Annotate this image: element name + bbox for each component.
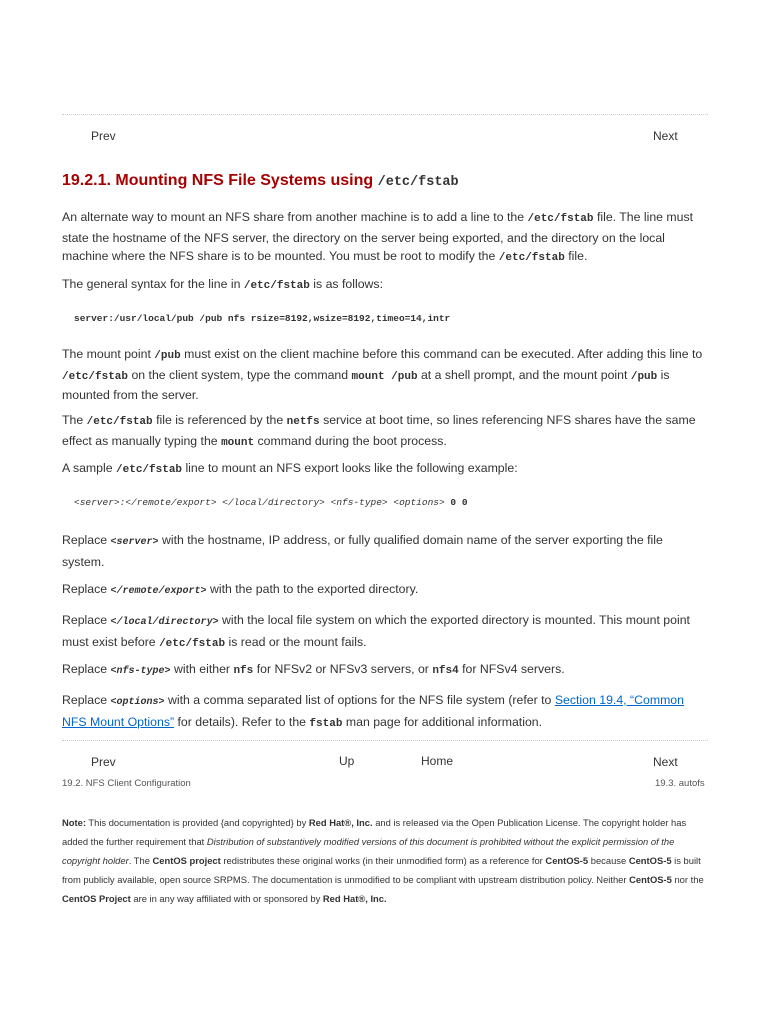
text: with the path to the exported directory. (209, 582, 419, 596)
text: and is released via the Open Publication License. The copyright holder has added the further requirement that (62, 817, 687, 847)
dump-pass-values: 0 0 (450, 497, 468, 508)
section-title-text: 19.2.1. Mounting NFS File Systems using (62, 172, 374, 189)
code-fstab: /etc/fstab (159, 637, 226, 650)
copyright-note (62, 813, 708, 908)
replace-nfs-type-paragraph (62, 660, 708, 682)
code-nfs-type: <nfs-type> (110, 666, 171, 677)
text: Replace (62, 582, 108, 596)
text: at a shell prompt, and the mount point (420, 367, 628, 382)
replace-local-paragraph (62, 611, 708, 653)
code-fstab: /etc/fstab (116, 464, 183, 476)
italic-requirement: Distribution of substantively modified versions of this document is prohibited without the explicit permission of the copyright holder (62, 836, 675, 866)
text: file is referenced by the (156, 413, 284, 427)
text: for NFSv4 servers. (462, 662, 565, 676)
text: file. (568, 249, 588, 263)
text: Replace (62, 613, 108, 627)
text: for details). Refer to the (177, 714, 306, 729)
text: with the local file system on which the exported directory is mounted. This mount point must exist before (62, 613, 690, 649)
code-fstab-man: fstab (309, 717, 343, 730)
placeholder-remote-export: </remote/export> (125, 497, 217, 508)
bold-centos-project: CentOS project (152, 855, 221, 866)
text: is as follows: (313, 277, 383, 291)
replace-server-paragraph (62, 531, 708, 571)
code-mount-command: mount /pub (351, 370, 418, 383)
code-server: <server> (110, 537, 159, 548)
text: This documentation is provided {and copyrighted} by (88, 817, 307, 828)
code-local-directory: </local/directory> (110, 617, 219, 628)
code-netfs: netfs (286, 416, 320, 428)
top-divider (62, 114, 708, 115)
colon: : (119, 497, 126, 508)
text: with either (173, 662, 231, 676)
sample-code-block (74, 497, 468, 508)
text: with a comma separated list of options for the NFS file system (refer to (167, 693, 552, 707)
next-link-bottom[interactable]: Next (653, 755, 678, 769)
text: service at boot time, so lines referencing NFS shares have the same effect as manually typing the (62, 413, 696, 448)
sample-intro-paragraph (62, 459, 708, 480)
text: nor the (674, 874, 704, 885)
text: man page for additional information. (345, 714, 543, 729)
next-page-title: 19.3. autofs (655, 778, 705, 789)
text: file. The line must state the hostname of the NFS server, the directory on the server being exported, and the directory on the local machine where the NFS share is to be mounted. You must be root to modify the (62, 210, 694, 263)
bottom-divider (62, 740, 708, 741)
text: is mounted from the server. (62, 367, 670, 402)
netfs-paragraph (62, 411, 708, 452)
syntax-intro-paragraph (62, 275, 708, 296)
text: is built from publicly available, open source SRPMS. The documentation is unmodified to be compliant with upstream distribution policy. Neither (62, 855, 701, 885)
text: The mount point (62, 347, 151, 361)
bold-red-hat: Red Hat®, Inc. (308, 817, 373, 828)
code-fstab: /etc/fstab (498, 252, 565, 264)
text: The (62, 413, 84, 427)
code-fstab: /etc/fstab (243, 280, 310, 292)
common-nfs-mount-options-link[interactable]: Section 19.4, “Common NFS Mount Options” (62, 693, 684, 729)
prev-page-title: 19.2. NFS Client Configuration (62, 778, 191, 789)
text: The general syntax for the line in (62, 277, 241, 291)
up-link[interactable]: Up (339, 754, 355, 768)
code-nfs4: nfs4 (432, 665, 459, 677)
code-mount: mount (221, 436, 255, 449)
mount-point-paragraph (62, 345, 708, 405)
text: . The (128, 855, 150, 866)
text: are in any way affiliated with or sponsored by (133, 893, 321, 904)
replace-remote-paragraph (62, 580, 708, 602)
note-label: Note: (62, 817, 86, 828)
syntax-code-block: server:/usr/local/pub /pub nfs rsize=8192,wsize=8192,timeo=14,intr (74, 313, 451, 324)
bold-centos-5: CentOS-5 (545, 855, 589, 866)
text: for NFSv2 or NFSv3 servers, or (256, 662, 429, 676)
text: Replace (62, 693, 108, 707)
text: redistributes these original works (in their unmodified form) as a reference for (223, 855, 543, 866)
placeholder-local-directory: </local/directory> (222, 497, 325, 508)
text: because (590, 855, 627, 866)
next-link-top[interactable]: Next (653, 129, 678, 143)
text: Replace (62, 662, 108, 676)
text: line to mount an NFS export looks like the following example: (185, 461, 518, 475)
placeholder-server: <server> (74, 497, 120, 508)
placeholder-nfs-type: <nfs-type> (330, 497, 388, 508)
section-title-file: /etc/fstab (377, 175, 459, 190)
text: An alternate way to mount an NFS share from another machine is to add a line to the (62, 210, 525, 224)
code-pub: /pub (630, 370, 658, 383)
bold-centos-5: CentOS-5 (629, 874, 672, 885)
text: on the client system, type the command (131, 367, 349, 382)
section-title (62, 172, 459, 190)
bold-centos-project-cap: CentOS Project (62, 893, 131, 904)
text: command during the boot process. (257, 433, 447, 448)
prev-link-bottom[interactable]: Prev (91, 755, 116, 769)
code-fstab: /etc/fstab (62, 370, 129, 383)
text: Replace (62, 533, 108, 547)
code-pub: /pub (154, 350, 181, 362)
text: must exist on the client machine before this command can be executed. After adding this line to (184, 347, 703, 361)
intro-paragraph (62, 208, 708, 268)
replace-options-paragraph (62, 691, 708, 733)
text: is read or the mount fails. (228, 634, 367, 649)
prev-link-top[interactable]: Prev (91, 129, 116, 143)
text: with the hostname, IP address, or fully qualified domain name of the server exporting the file system. (62, 533, 663, 569)
bold-centos-5: CentOS-5 (628, 855, 672, 866)
code-nfs: nfs (233, 665, 254, 677)
text: A sample (62, 461, 113, 475)
code-fstab: /etc/fstab (86, 416, 153, 428)
code-remote-export: </remote/export> (110, 586, 207, 597)
placeholder-options: <options> (393, 497, 445, 508)
code-fstab: /etc/fstab (527, 213, 594, 225)
bold-red-hat: Red Hat®, Inc. (322, 893, 387, 904)
home-link[interactable]: Home (421, 754, 454, 768)
code-options: <options> (110, 697, 165, 708)
